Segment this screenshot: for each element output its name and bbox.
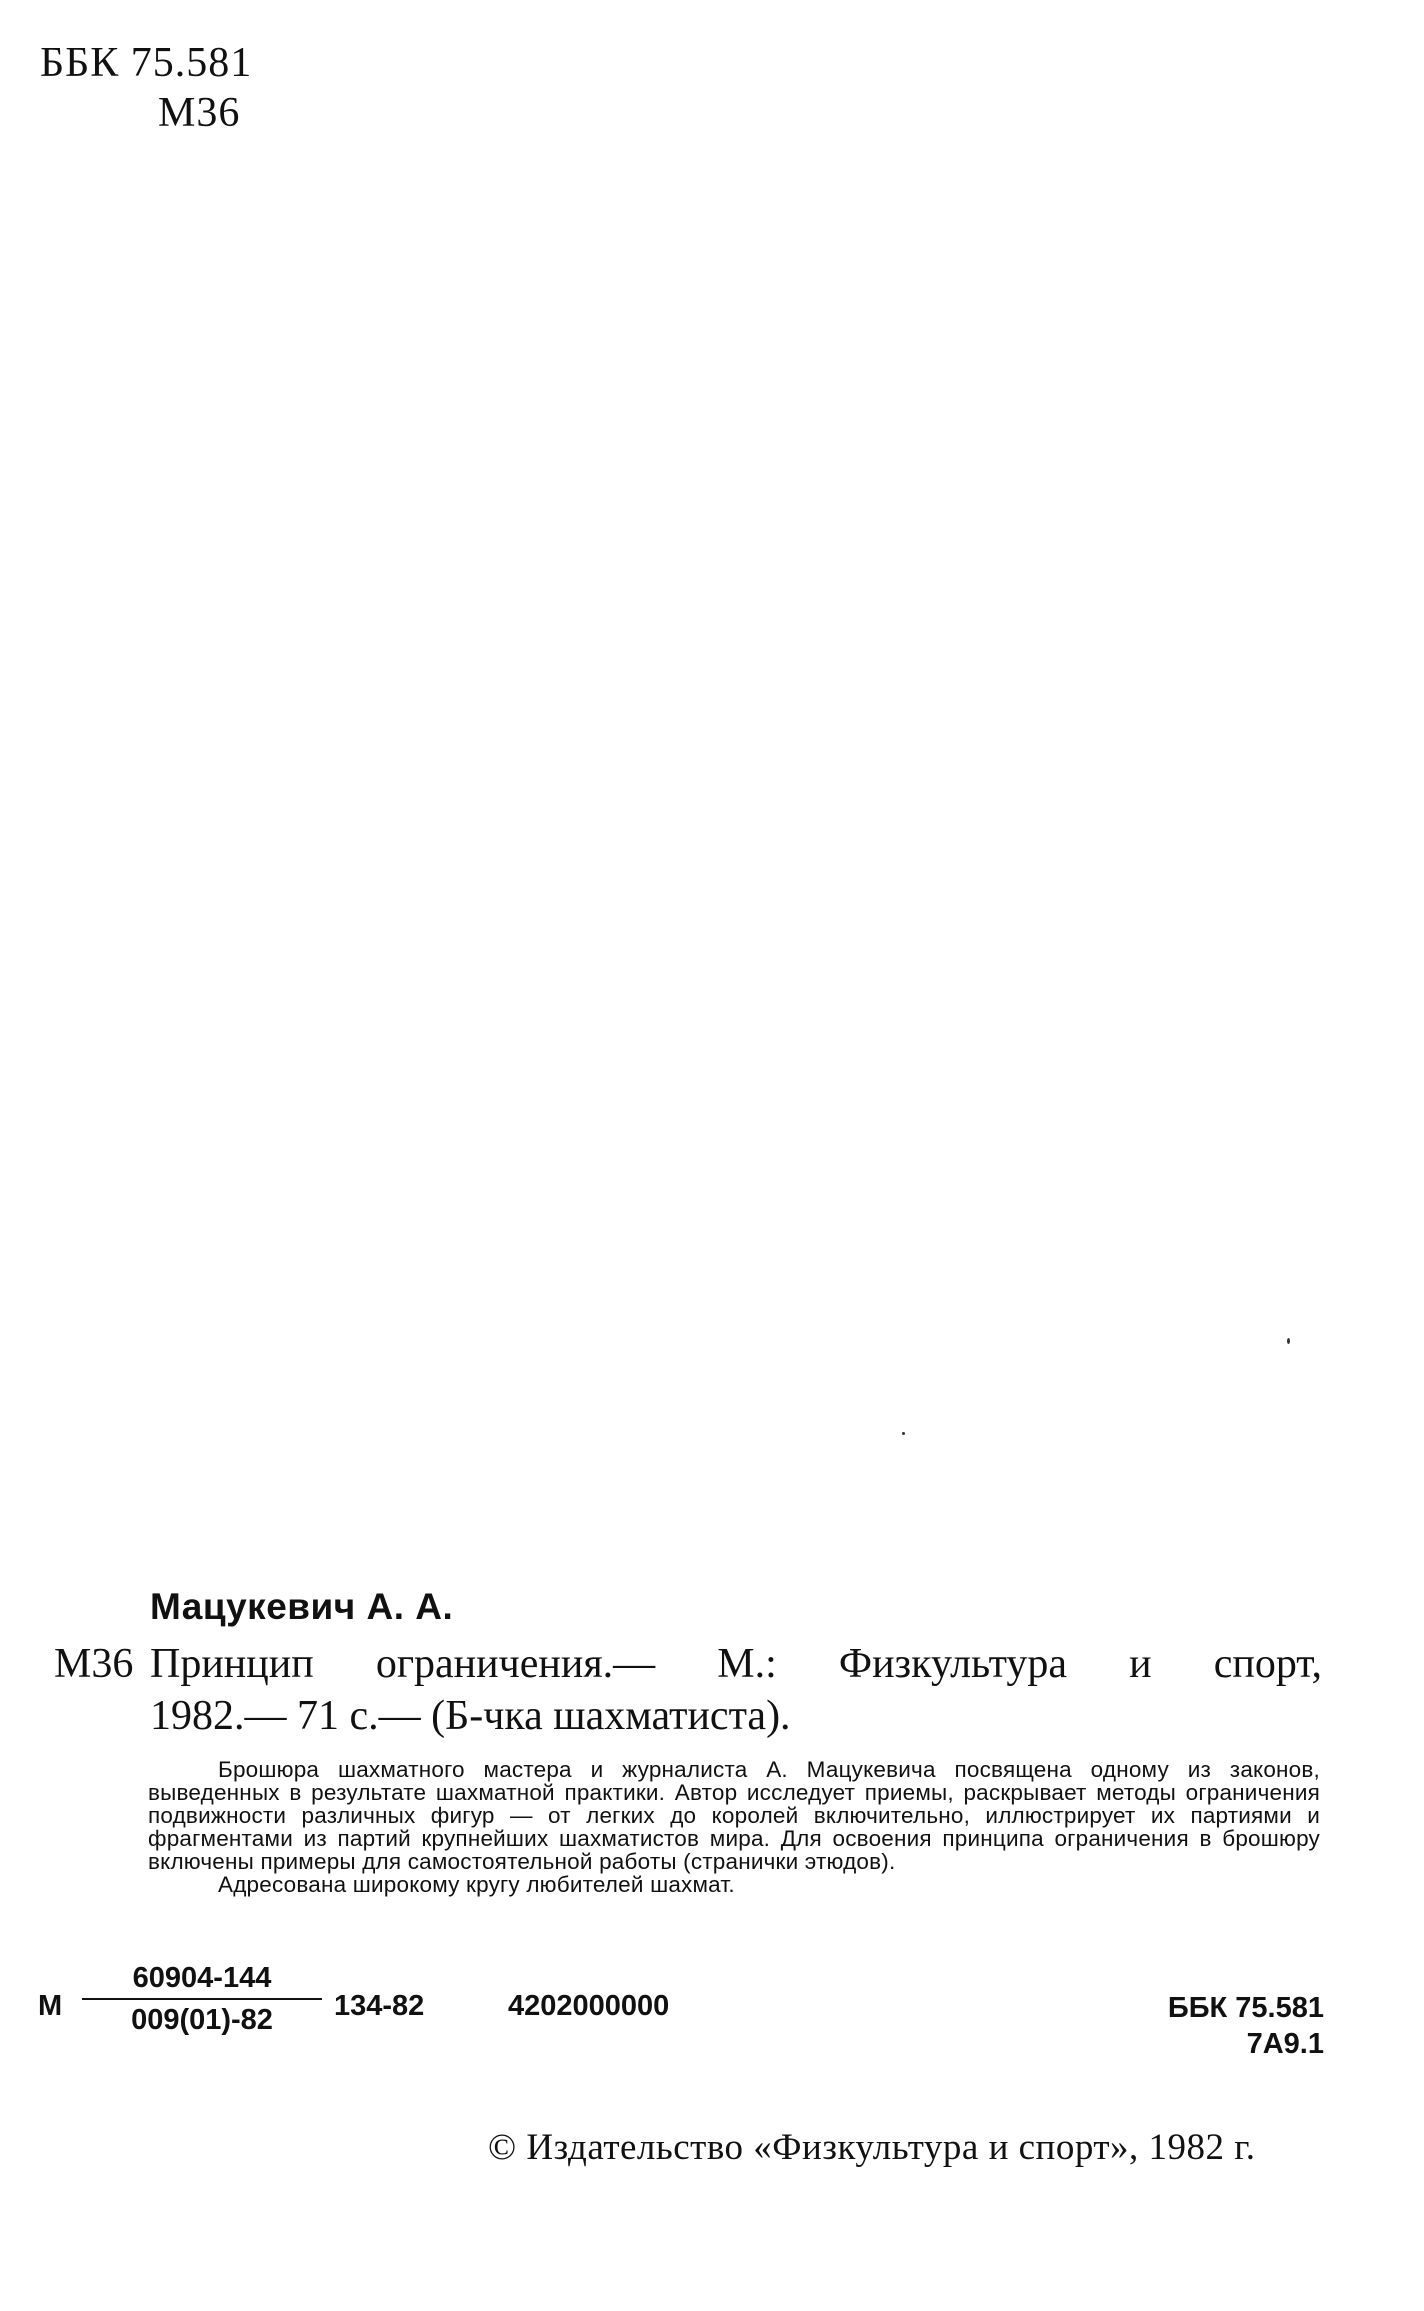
record-mark: М36 [54,1641,134,1687]
index-code: 4202000000 [508,1990,670,2022]
index-bbk-code: ББК 75.581 [1167,1992,1324,2024]
bibliographic-record [54,1638,1322,1742]
annotation [148,1758,1320,1896]
index-fraction [82,1960,322,2038]
author-name: Мацукевич А. А. [150,1586,454,1627]
record-line-1 [54,1638,1322,1690]
fraction-bar [82,1998,322,2000]
index-bbk-sub: 7А9.1 [1246,2028,1324,2060]
copyright-notice: © Издательство «Физкультура и спорт», 1982 г. [488,2127,1256,2168]
print-speck [902,1432,905,1435]
author-mark: М36 [158,90,241,136]
annotation-audience: Адресована широкому кругу любителей шахмат. [218,1872,735,1897]
print-speck [1287,1338,1290,1344]
index-denominator: 009(01)-82 [131,2004,273,2036]
publication-index [38,1960,1324,2070]
index-tail: 134-82 [334,1990,425,2022]
annotation-paragraph: Брошюра шахматного мастера и журналиста А. Мацукевича посвящена одному из законов, выведенных в результате шахматной практики. Автор исследует приемы, раскрывает методы ограничения подвижности различных фигур — от легких до королей включительно, иллюстрирует их партиями и фрагментами из партий крупнейших шахматистов мира. Для освоения принципа ограничения в брошюру включены примеры для самостоятельной работы (странички этюдов). [148,1757,1320,1874]
record-title: Принцип ограничения.— М.: Физкультура и спорт, [150,1641,1322,1687]
index-numerator: 60904-144 [132,1962,272,1994]
index-letter: М [38,1990,63,2022]
record-line-2: 1982.— 71 с.— (Б-чка шахматиста). [150,1693,791,1739]
bbk-classification-header [40,38,252,138]
bbk-code: ББК 75.581 [40,40,253,86]
index-bbk [1168,1990,1324,2062]
